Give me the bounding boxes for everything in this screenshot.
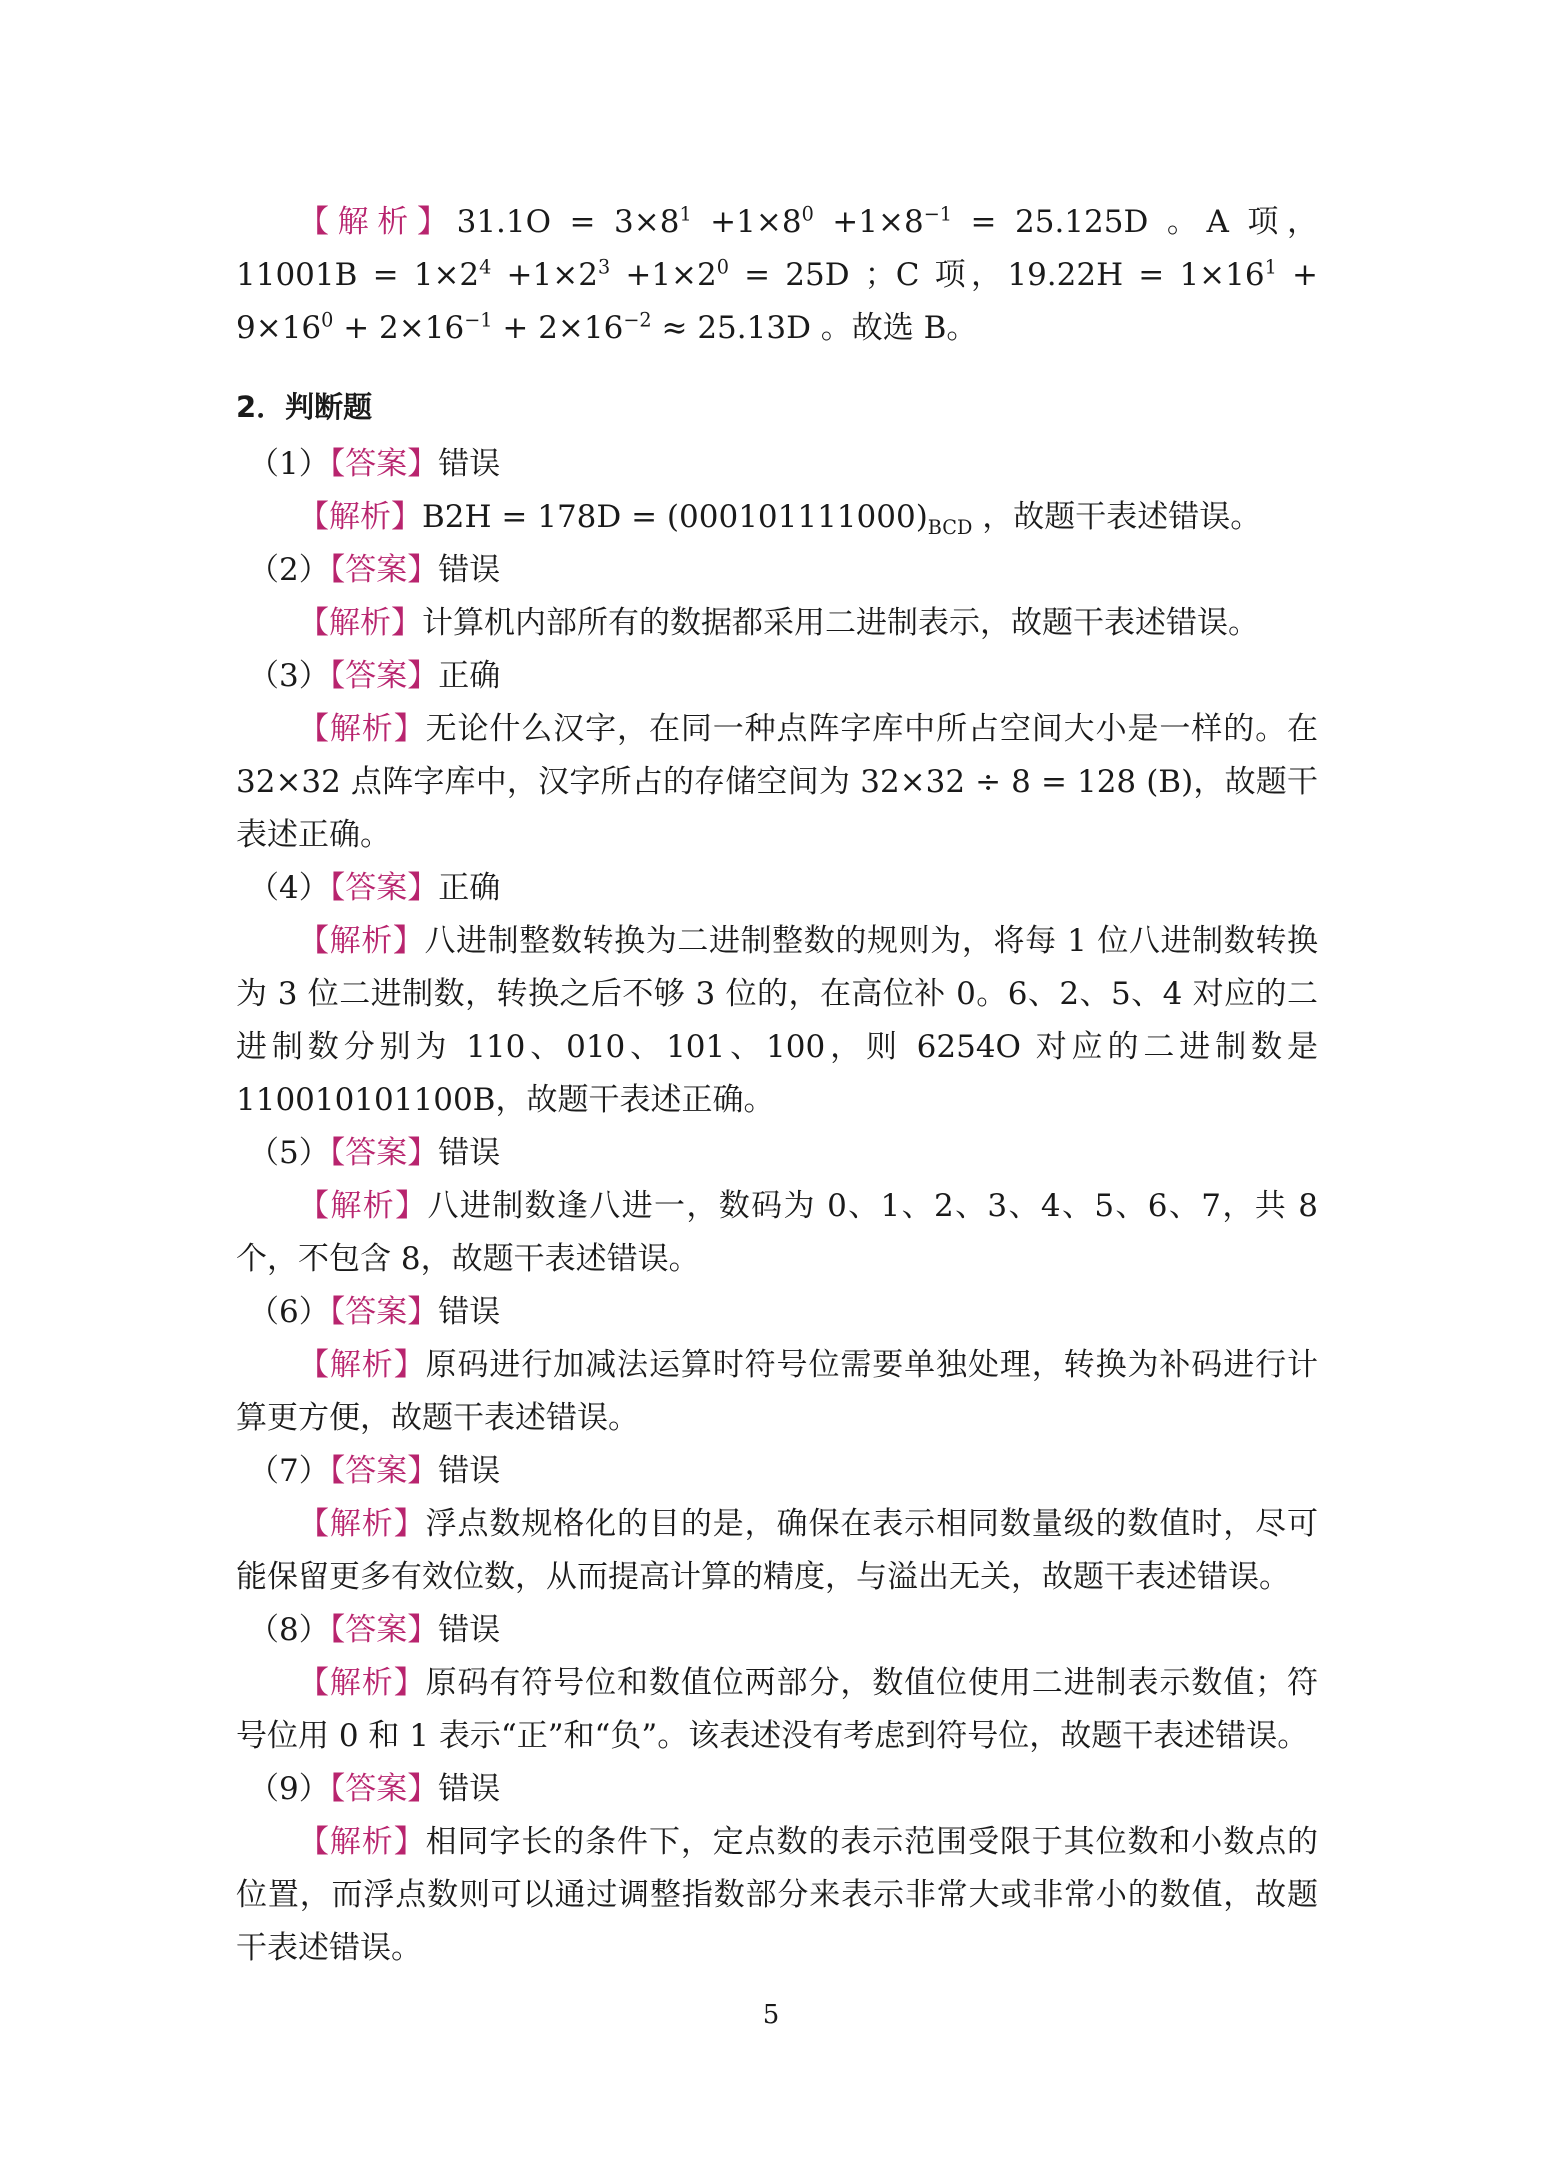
answer-tag: 【答案】 [329,1771,439,1807]
intro-explanation [236,196,1318,355]
explanation-paragraph [236,703,1318,862]
explain-tag: 【解析】 [298,1506,426,1542]
intro-text: $31.1O = 3\times 8^1 +1\times 8^0 +1\times 8^{-1} = 25.125D$ 。A 项，$11001B = 1\times 2^4 +1\times 2^3 +1\times 2^0 = 25D$ ；C 项，$19.22H = 1\times 16^1 + 9\times 16^0 + 2\times 16^{-1} + 2\times 16^{-2} \approx 25.13D$ 。故选 B。 [236,202,1319,346]
item-number: （2） [248,552,330,588]
item-number: （7） [248,1453,330,1489]
page-content [236,196,1318,1975]
item-number: （4） [248,870,330,906]
answer-tag: 【答案】 [329,552,439,588]
answer-line [236,1604,1318,1657]
answer-tag: 【答案】 [329,870,439,906]
explain-tag: 【解析】 [298,1188,428,1224]
answer-value: 错误 [438,1771,501,1807]
answer-tag: 【答案】 [329,1453,439,1489]
explain-tag: 【解析】 [298,1347,426,1383]
explanation-text: 原码有符号位和数值位两部分，数值位使用二进制表示数值；符号位用 0 和 1 表示“正”和“负”。该表述没有考虑到符号位，故题干表述错误。 [236,1665,1319,1754]
explanation-paragraph [236,1339,1318,1445]
item-number: （3） [248,658,330,694]
answer-line [236,862,1318,915]
answer-value: 正确 [438,658,501,694]
answer-value: 错误 [438,446,501,482]
answer-line [236,1127,1318,1180]
explanation-text: $B2H = 178D = (000101111000)_{BCD}$ ，故题干表述错误。 [422,499,1262,540]
answer-tag: 【答案】 [329,1135,439,1171]
explanation-text: 浮点数规格化的目的是，确保在表示相同数量级的数值时，尽可能保留更多有效位数，从而提高计算的精度，与溢出无关，故题干表述错误。 [236,1506,1319,1595]
item-number: （6） [248,1294,330,1330]
explain-tag: 【解析】 [298,605,422,641]
explain-tag: 【解析】 [298,204,457,240]
item-number: （8） [248,1612,330,1648]
answer-tag: 【答案】 [329,658,439,694]
explanation-text: 八进制整数转换为二进制整数的规则为，将每 1 位八进制数转换为 3 位二进制数，转换之后不够 3 位的，在高位补 0。6、2、5、4 对应的二进制数分别为 110、010、101、100，则 6254O 对应的二进制数是 110010101100B，故题干表述正确。 [236,923,1318,1118]
answer-line [236,1286,1318,1339]
explanation-paragraph [236,1498,1318,1604]
answer-value: 错误 [438,1135,501,1171]
explain-tag: 【解析】 [298,1824,426,1860]
explain-tag: 【解析】 [298,499,422,535]
explanation-paragraph [236,1816,1318,1975]
explanation-paragraph [236,915,1318,1127]
answer-line [236,544,1318,597]
explain-tag: 【解析】 [298,1665,426,1701]
answer-value: 错误 [438,552,501,588]
explanation-text: 相同字长的条件下，定点数的表示范围受限于其位数和小数点的位置，而浮点数则可以通过调整指数部分来表示非常大或非常小的数值，故题干表述错误。 [236,1824,1319,1966]
explanation-text: 八进制数逢八进一，数码为 0、1、2、3、4、5、6、7，共 8 个，不包含 8，故题干表述错误。 [236,1188,1319,1277]
answer-tag: 【答案】 [329,1294,439,1330]
item-number: （5） [248,1135,330,1171]
judgment-items [236,438,1318,1975]
item-number: （9） [248,1771,330,1807]
answer-tag: 【答案】 [329,1612,439,1648]
explanation-text: 原码进行加减法运算时符号位需要单独处理，转换为补码进行计算更方便，故题干表述错误。 [236,1347,1319,1436]
explanation-text: 无论什么汉字，在同一种点阵字库中所占空间大小是一样的。在 32×32 点阵字库中，汉字所占的存储空间为 32×32 ÷ 8 = 128 (B)，故题干表述正确。 [236,711,1319,853]
answer-value: 错误 [438,1294,501,1330]
page-number: 5 [762,2000,780,2030]
explain-tag: 【解析】 [298,923,425,959]
answer-line [236,650,1318,703]
answer-value: 错误 [438,1612,501,1648]
item-number: （1） [248,446,330,482]
explanation-paragraph [236,491,1318,544]
answer-value: 错误 [438,1453,501,1489]
section-title: 2．判断题 [236,390,373,424]
answer-line [236,438,1318,491]
answer-value: 正确 [438,870,501,906]
answer-line [236,1763,1318,1816]
explanation-text: 计算机内部所有的数据都采用二进制表示，故题干表述错误。 [422,605,1259,641]
explanation-paragraph [236,1180,1318,1286]
answer-tag: 【答案】 [329,446,439,482]
explain-tag: 【解析】 [298,711,426,747]
answer-line [236,1445,1318,1498]
explanation-paragraph [236,597,1318,650]
explanation-paragraph [236,1657,1318,1763]
